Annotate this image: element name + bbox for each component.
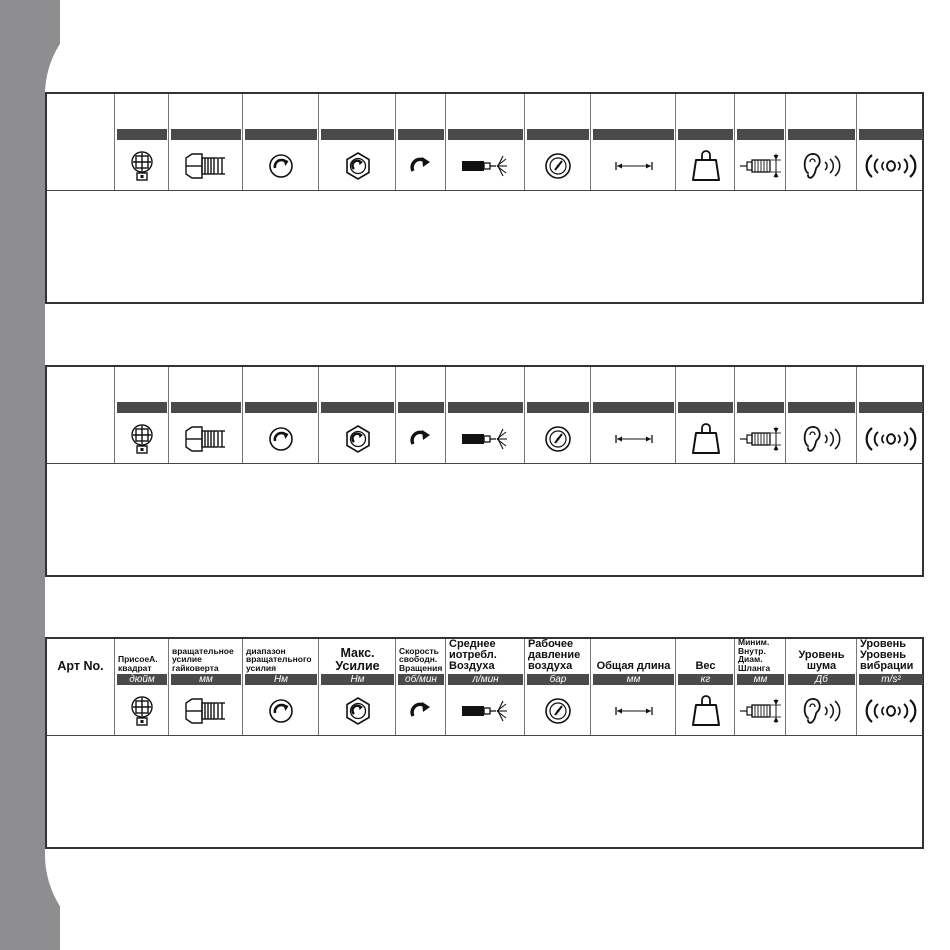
spec-column	[524, 94, 591, 190]
column-header	[735, 367, 786, 402]
column-header-label: Среднее иотребл. Воздуха	[449, 638, 497, 672]
unit-band	[321, 129, 394, 140]
unit-label: л/мин	[472, 674, 499, 685]
unit-label: Нм	[350, 674, 365, 685]
spec-column	[168, 367, 243, 463]
unit-band	[859, 129, 923, 140]
spec-column	[168, 94, 243, 190]
column-header-label: Скорость свободн. Вращения	[399, 645, 443, 673]
unit-band	[117, 674, 167, 685]
column-header	[857, 367, 925, 402]
column-header	[169, 367, 243, 402]
unit-label: мм	[753, 674, 768, 685]
column-header-label: диапазон вращательного усилия	[246, 645, 312, 673]
column-header	[169, 639, 243, 674]
spec-column	[395, 639, 446, 735]
hose-diameter-icon	[735, 415, 786, 463]
column-header	[243, 94, 319, 129]
column-header	[676, 94, 735, 129]
unit-band	[245, 674, 317, 685]
spec-column	[445, 639, 525, 735]
unit-band	[593, 674, 674, 685]
spec-column	[318, 94, 396, 190]
column-header	[676, 639, 735, 674]
weight-icon	[676, 687, 735, 735]
column-header	[857, 94, 925, 129]
column-header	[169, 94, 243, 129]
vibration-icon	[857, 415, 925, 463]
column-header	[47, 639, 114, 674]
unit-label: Дб	[815, 674, 828, 685]
spec-column	[524, 367, 591, 463]
unit-band	[171, 402, 241, 413]
length-icon	[591, 142, 676, 190]
air-consumption-icon	[446, 142, 525, 190]
column-header	[115, 367, 169, 402]
unit-band	[859, 402, 923, 413]
spec-column	[114, 639, 169, 735]
spec-column	[242, 639, 319, 735]
column-header	[47, 94, 114, 129]
spec-column	[47, 639, 114, 735]
spec-column	[524, 639, 591, 735]
spec-table-1	[45, 92, 924, 304]
column-header	[319, 367, 396, 402]
column-header	[857, 639, 925, 674]
length-icon	[591, 687, 676, 735]
bolt-icon	[169, 142, 243, 190]
spec-column	[47, 367, 114, 463]
column-header-label: вращательное усилие гайковерта	[172, 645, 234, 673]
hose-diameter-icon	[735, 142, 786, 190]
unit-band	[448, 674, 523, 685]
unit-band	[859, 674, 923, 685]
torque-range-icon	[243, 415, 319, 463]
spec-column	[114, 94, 169, 190]
spec-column	[856, 367, 925, 463]
column-header	[591, 94, 676, 129]
spec-column	[734, 367, 786, 463]
free-speed-icon	[396, 687, 446, 735]
torque-range-icon	[243, 142, 319, 190]
free-speed-icon	[396, 415, 446, 463]
spec-table-3	[45, 637, 924, 849]
column-header	[243, 367, 319, 402]
pressure-gauge-icon	[525, 687, 591, 735]
unit-band	[527, 129, 589, 140]
spec-column	[785, 94, 857, 190]
spec-column	[734, 94, 786, 190]
column-header-label: Общая длина	[596, 660, 671, 672]
unit-label: кг	[700, 674, 711, 685]
unit-band	[398, 402, 444, 413]
unit-band	[737, 674, 784, 685]
weight-icon	[676, 415, 735, 463]
column-header	[446, 94, 525, 129]
column-header	[525, 367, 591, 402]
unit-band	[448, 402, 523, 413]
unit-band	[117, 129, 167, 140]
vibration-icon	[857, 142, 925, 190]
unit-band	[321, 674, 394, 685]
spec-column	[242, 94, 319, 190]
spec-column	[47, 94, 114, 190]
spec-column	[785, 367, 857, 463]
column-header	[396, 94, 446, 129]
unit-band	[245, 402, 317, 413]
column-header	[115, 639, 169, 674]
spec-table-2	[45, 365, 924, 577]
spec-column	[395, 367, 446, 463]
column-header	[319, 639, 396, 674]
unit-band	[117, 402, 167, 413]
unit-band	[593, 402, 674, 413]
unit-band	[448, 129, 523, 140]
column-header	[735, 94, 786, 129]
column-header	[786, 94, 857, 129]
column-header	[591, 367, 676, 402]
noise-ear-icon	[786, 415, 857, 463]
unit-band	[527, 674, 589, 685]
column-header-label: Миним. Внутр. Диам. Шланга	[738, 637, 771, 673]
spec-column	[114, 367, 169, 463]
spec-column	[590, 639, 676, 735]
bolt-icon	[169, 415, 243, 463]
spec-column	[675, 367, 735, 463]
square-drive-icon	[115, 687, 169, 735]
column-header-label: ПрисоеА. квадрат	[118, 654, 158, 673]
pressure-gauge-icon	[525, 142, 591, 190]
spec-column	[675, 94, 735, 190]
column-header-label: Уровень шума	[798, 649, 845, 672]
torque-range-icon	[243, 687, 319, 735]
column-header	[396, 639, 446, 674]
unit-band	[527, 402, 589, 413]
air-consumption-icon	[446, 687, 525, 735]
unit-band	[678, 674, 733, 685]
column-header	[319, 94, 396, 129]
column-header-label: Макс. Усилие	[335, 646, 380, 673]
column-header	[735, 639, 786, 674]
unit-label: m/s²	[881, 674, 901, 685]
spec-column	[675, 639, 735, 735]
air-consumption-icon	[446, 415, 525, 463]
spec-column	[856, 639, 925, 735]
column-header-label: Уровень Уровень вибрации	[860, 638, 914, 672]
unit-band	[788, 402, 855, 413]
unit-band	[171, 674, 241, 685]
spec-column	[318, 639, 396, 735]
unit-band	[737, 129, 784, 140]
unit-band	[398, 129, 444, 140]
spec-column	[590, 94, 676, 190]
unit-label: мм	[626, 674, 641, 685]
spec-column	[785, 639, 857, 735]
unit-band	[593, 129, 674, 140]
column-header-label: Рабочее давление воздуха	[528, 638, 581, 672]
spec-column	[856, 94, 925, 190]
length-icon	[591, 415, 676, 463]
unit-label: дюйм	[129, 674, 155, 685]
unit-band	[398, 674, 444, 685]
column-header	[786, 639, 857, 674]
column-header	[115, 94, 169, 129]
column-header-label: Вес	[695, 660, 716, 672]
noise-ear-icon	[786, 687, 857, 735]
unit-band	[788, 674, 855, 685]
column-header	[591, 639, 676, 674]
column-header	[396, 367, 446, 402]
spec-column	[445, 367, 525, 463]
bolt-icon	[169, 687, 243, 735]
vibration-icon	[857, 687, 925, 735]
column-header	[525, 639, 591, 674]
square-drive-icon	[115, 142, 169, 190]
column-header	[47, 367, 114, 402]
table-body	[47, 736, 922, 847]
spec-column	[168, 639, 243, 735]
noise-ear-icon	[786, 142, 857, 190]
table-body	[47, 464, 922, 575]
column-header	[446, 639, 525, 674]
unit-band	[788, 129, 855, 140]
max-torque-icon	[319, 142, 396, 190]
unit-label: Нм	[273, 674, 289, 685]
unit-label: мм	[199, 674, 213, 685]
column-header	[525, 94, 591, 129]
column-header-label: Арт No.	[57, 658, 104, 673]
column-header	[243, 639, 319, 674]
column-header	[446, 367, 525, 402]
unit-band	[245, 129, 317, 140]
spec-column	[318, 367, 396, 463]
spec-column	[242, 367, 319, 463]
column-header	[786, 367, 857, 402]
table-body	[47, 191, 922, 302]
spec-column	[445, 94, 525, 190]
max-torque-icon	[319, 687, 396, 735]
max-torque-icon	[319, 415, 396, 463]
spec-column	[590, 367, 676, 463]
weight-icon	[676, 142, 735, 190]
unit-label: об/мин	[405, 674, 437, 685]
column-header	[676, 367, 735, 402]
spec-column	[395, 94, 446, 190]
unit-band	[678, 129, 733, 140]
free-speed-icon	[396, 142, 446, 190]
unit-band	[321, 402, 394, 413]
unit-band	[737, 402, 784, 413]
hose-diameter-icon	[735, 687, 786, 735]
unit-band	[678, 402, 733, 413]
square-drive-icon	[115, 415, 169, 463]
unit-band	[171, 129, 241, 140]
pressure-gauge-icon	[525, 415, 591, 463]
spec-column	[734, 639, 786, 735]
unit-label: бар	[549, 674, 567, 685]
